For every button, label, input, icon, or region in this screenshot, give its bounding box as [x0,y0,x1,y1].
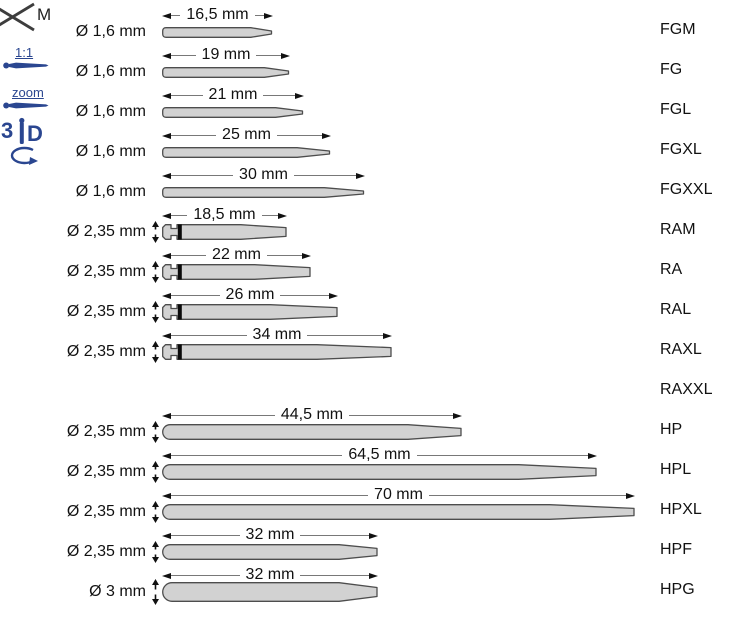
threed-letter: D [27,121,43,146]
type-label: RAM [660,221,696,238]
bur-row [0,245,734,292]
bur-row [0,205,734,252]
dim-arrowhead-left-icon [162,533,171,539]
type-label: RAL [660,301,692,318]
type-label: FGL [660,101,692,118]
dim-arrowhead-right-icon [369,533,378,539]
dim-line [171,495,368,496]
diameter-arrow-icon [151,341,160,368]
diameter-label: Ø 2,35 mm [66,303,146,320]
dim-arrowhead-left-icon [162,453,171,459]
zoom-link[interactable]: zoom [12,85,44,100]
diameter-arrow-icon [151,421,160,448]
bur-row [0,165,734,212]
shank-drawing [162,187,365,198]
shank-drawing [162,27,273,38]
dim-line [263,95,295,96]
dim-line [267,255,302,256]
dim-arrowhead-right-icon [369,573,378,579]
bur-row [0,525,734,572]
dim-line [277,135,322,136]
shank-drawing [162,464,597,480]
m-label: M [37,5,52,24]
dim-arrowhead-right-icon [383,333,392,339]
bur-row [0,445,734,492]
dim-line [300,575,369,576]
shank-drawing [162,504,635,520]
length-label: 44,5 mm [280,405,344,423]
length-label: 34 mm [252,325,302,343]
dim-arrowhead-right-icon [278,213,287,219]
diameter-label: Ø 1,6 mm [75,143,146,160]
length-label: 70 mm [374,485,423,503]
length-label: 32 mm [245,525,295,543]
length-dimension [162,167,365,184]
dim-line [417,455,588,456]
diameter-label: Ø 2,35 mm [66,223,146,240]
shank-drawing [162,147,331,158]
shank-drawing [162,424,462,440]
length-label: 19 mm [201,45,251,63]
shank-drawing [162,107,304,118]
dim-arrowhead-left-icon [162,253,171,259]
dim-line [171,255,206,256]
dim-arrowhead-left-icon [162,213,171,219]
diameter-arrow-icon [151,261,160,288]
dim-line [349,415,453,416]
type-label: FG [660,61,683,78]
shank-drawing [162,264,311,280]
dim-arrowhead-left-icon [162,93,171,99]
dim-line [171,135,216,136]
dim-arrowhead-right-icon [356,173,365,179]
dim-arrowhead-left-icon [162,293,171,299]
length-dimension [162,447,597,464]
dim-line [300,535,369,536]
bur-row [0,45,734,92]
type-label: HPXL [660,501,702,518]
dim-arrowhead-left-icon [162,333,171,339]
length-label: 22 mm [212,245,261,263]
diameter-arrow-icon [151,301,160,328]
diameter-label: Ø 1,6 mm [75,23,146,40]
bur-row [0,485,734,532]
dim-line [294,175,356,176]
diameter-label: Ø 2,35 mm [66,503,146,520]
bur-row [0,325,734,372]
diameter-label: Ø 2,35 mm [66,343,146,360]
bur-row [0,125,734,172]
dim-line [280,295,329,296]
dim-line [171,15,180,16]
shank-drawing [162,224,287,240]
threed-digit: 3 [1,118,14,143]
length-dimension [162,487,635,504]
dim-arrowhead-right-icon [264,13,273,19]
shank-drawing [162,544,378,560]
shank-drawing [162,344,392,360]
dim-arrowhead-right-icon [626,493,635,499]
dim-line [262,215,278,216]
type-label: HPL [660,461,692,478]
type-label: HPG [660,581,695,598]
diameter-arrow-icon [151,501,160,528]
dim-line [307,335,383,336]
dim-arrowhead-left-icon [162,13,171,19]
dim-line [171,215,187,216]
type-label: RAXL [660,341,702,358]
dim-line [171,55,196,56]
dim-line [171,95,203,96]
diameter-label: Ø 2,35 mm [66,543,146,560]
dim-arrowhead-right-icon [588,453,597,459]
scale-1-1-link[interactable]: 1:1 [15,45,34,60]
dim-line [256,55,281,56]
dim-arrowhead-left-icon [162,413,171,419]
diameter-label: Ø 3 mm [89,583,146,600]
dim-line [429,495,626,496]
dim-line [171,295,220,296]
shank-drawing [162,582,378,602]
dim-arrowhead-left-icon [162,53,171,59]
diameter-arrow-icon [151,461,160,488]
diameter-label: Ø 1,6 mm [75,103,146,120]
length-label: 32 mm [245,565,295,583]
shank-drawing [162,304,338,320]
length-dimension [162,247,311,264]
length-dimension [162,407,462,424]
length-dimension [162,87,304,104]
dim-arrowhead-left-icon [162,493,171,499]
dim-arrowhead-right-icon [281,53,290,59]
length-label: 30 mm [239,165,288,183]
length-dimension [162,287,338,304]
diameter-arrow-icon [151,579,160,610]
dim-arrowhead-left-icon [162,133,171,139]
type-label: HP [660,421,683,438]
length-label: 26 mm [225,285,275,303]
diameter-label: Ø 2,35 mm [66,463,146,480]
length-dimension [162,207,287,224]
diameter-arrow-icon [151,541,160,568]
bur-row [0,5,734,52]
dim-line [171,415,275,416]
length-dimension [162,47,290,64]
shank-drawing [162,67,290,78]
type-label: RA [660,261,683,278]
diameter-label: Ø 2,35 mm [66,263,146,280]
length-label: 21 mm [208,85,258,103]
length-dimension [162,127,331,144]
dim-line [171,575,240,576]
diameter-arrow-icon [151,221,160,248]
bur-row [0,565,734,612]
type-label: RAXXL [660,381,713,398]
length-dimension [162,527,378,544]
dim-arrowhead-right-icon [295,93,304,99]
dim-arrowhead-right-icon [329,293,338,299]
type-label: FGM [660,21,696,38]
length-label: 16,5 mm [186,5,249,23]
dim-line [171,335,247,336]
dim-line [171,455,342,456]
dim-arrowhead-left-icon [162,573,171,579]
length-label: 25 mm [222,125,271,143]
bur-row [0,372,734,412]
length-label: 64,5 mm [348,445,411,463]
length-label: 18,5 mm [193,205,256,223]
diameter-label: Ø 1,6 mm [75,183,146,200]
dim-arrowhead-right-icon [453,413,462,419]
type-label: FGXL [660,141,702,158]
dim-arrowhead-left-icon [162,173,171,179]
dim-arrowhead-right-icon [322,133,331,139]
dim-line [255,15,264,16]
diameter-label: Ø 1,6 mm [75,63,146,80]
type-label: FGXXL [660,181,713,198]
type-label: HPF [660,541,692,558]
dim-arrowhead-right-icon [302,253,311,259]
length-dimension [162,7,273,24]
diameter-label: Ø 2,35 mm [66,423,146,440]
bur-row [0,85,734,132]
dim-line [171,535,240,536]
dim-line [171,175,233,176]
bur-row [0,285,734,332]
length-dimension [162,327,392,344]
